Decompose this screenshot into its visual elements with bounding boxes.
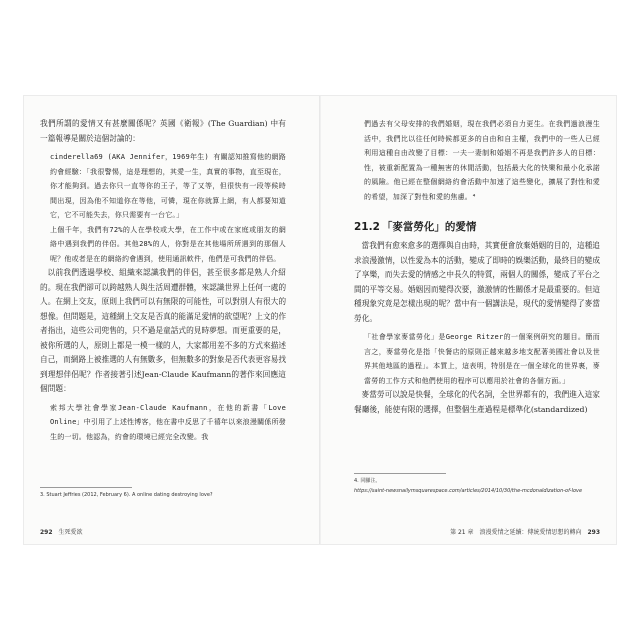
left-body-paragraph: 以前我們透過學校、組織來認識我們的伴侶，甚至很多都是熟人介紹的。現在我們卻可以跨越熟人與生活周遭群體，來認識世界上任何一處的人。在網上交友，原則上我們可以有無限的可能性，可以對別人有很大的想像。但問題是，這種網上交友是否真的能滿足愛情的欲望呢？上文的作者指出，這些公司兜售的，只不過是童話式的見時夢想。而更重要的是，被你所選的人，原則上都是一模一樣的人，大家都用差不多的方式來描述自己，而網路上被推選的人有無數多，但無數多的對象是否代表更容易找到理想伴侶呢？作者接著引述Jean-Claude Kaufmann的著作來回應這個問題： bbox=[40, 268, 287, 393]
section-number: 21.2 bbox=[354, 221, 380, 233]
left-page bbox=[40, 117, 286, 444]
left-running-title: 生死愛欲 bbox=[58, 529, 83, 536]
right-running-title: 浪漫愛情之延續：傳統愛情思想的轉向 bbox=[479, 529, 582, 536]
book-gutter bbox=[319, 96, 321, 544]
right-quote-ritzer: 「社會學家麥當勞化」是George Ritzer的一個案例研究的題目。簡而言之，麥當勞化是指「快餐店的原則正越來越多地支配著美國社會以及世界其他地區的過程」。本質上，這表明，特別是在一個全球化的世界裏，麥當勞的工作方式和他們使用的程序可以應用於社會的各個方面。」 bbox=[364, 333, 600, 385]
right-footnote-rule bbox=[354, 473, 446, 474]
right-body-paragraph: 當我們有愈來愈多的選擇與自由時，其實便會放棄婚姻的目的，這種追求浪漫激情，以性愛為本的活動，變成了即時的娛樂活動，最終目的變成了享樂，而失去愛的情感之中長久的特質，兩個人的關係，變成了平台之間的平等交易。婚姻因而變得次要，激激情的性關係才是最重要的。但這種現象究竟是怎樣出現的呢？當中有一個講法是，現代的愛情變得了麥當勞化。 bbox=[354, 241, 601, 323]
section-title: 「麥當勞化」的愛情 bbox=[381, 221, 477, 233]
right-folio bbox=[450, 527, 600, 536]
section-heading bbox=[354, 220, 600, 234]
right-chapter-label: 第 21 章 bbox=[450, 529, 474, 536]
left-quote-paragraph-2: 上個千年，我們有72%的人在學校或大學，在工作中或在家庭或朋友的網絡中遇到我們的伴侶。其他28%的人，你對是在其他場所所遇到的那個人呢？他或者是在的網絡約會遇到，使用通訊軟件，他們是可我們的伴侶。 bbox=[50, 225, 286, 263]
left-quote-paragraph-1: cinderella69 (AKA Jennifer，1969年生) 有關認知推寫他的網路約會經驗：「我很警惕，這是理想的，其愛一生，真實的事物，直至現在，你才能夠到。過去你只一直等你的王子，等了又等，但很快有一段等候時間出現，因為他不知道你在等他，可憐，現在你就算上網，有人都要知道它，它不可能失去，你只需要有一台它。」 bbox=[50, 153, 286, 219]
left-footnote-rule bbox=[40, 487, 132, 488]
left-folio bbox=[40, 527, 83, 536]
right-quote-continuation: 們過去有父母安排的我們婚姻，現在我們必須自力更生。在我們過浪漫生活中，我們比以往任何時候都更多的自由和自主權，我們中的一些人已經利用這種自由改變了目標：一夫一妻制和婚姻不再是我們許多人的目標：性，被重新配置為一種無害的休閒活動，包括最大化的快樂和最小化承諾的風險。他已經在整個網絡約會活動中加速了這些變化，擴展了對性和愛的希望，加深了對性和愛的焦慮。⁴ bbox=[364, 120, 600, 201]
left-quote-kaufmann: 索邦大學社會學家Jean-Claude Kaufmann，在他的新書「Love Online」中引用了上述性博客，他在書中反思了千禧年以來浪漫關係所發生的一切。他認為，約會的環境已經完全改變。我 bbox=[50, 403, 286, 441]
right-footnote-url: https://saint-newsnailymsquarespace.com/articles/2014/10/30/the-mcdonaldization-of-love bbox=[354, 488, 583, 494]
left-footnote: 3. Stuart Jeffries (2012, February 6). A online dating destroying love? bbox=[40, 492, 213, 498]
right-body-paragraph-2: 麥當勞可以說是快餐，全球化的代名詞，全世界都有的，我們進入這家餐廳後，能使有限的選擇，但整個生產過程是標準化(standardized) bbox=[354, 390, 600, 414]
right-page-number: 293 bbox=[587, 529, 600, 536]
right-footnote-label: 4. 同腳注。 bbox=[354, 478, 381, 484]
left-page-number: 292 bbox=[40, 529, 53, 536]
left-intro-paragraph: 我們所謂的愛情又有甚麼關係呢？英國《衛報》(The Guardian) 中有一篇報導是關於這個討論的： bbox=[40, 119, 286, 143]
right-page bbox=[354, 117, 600, 417]
